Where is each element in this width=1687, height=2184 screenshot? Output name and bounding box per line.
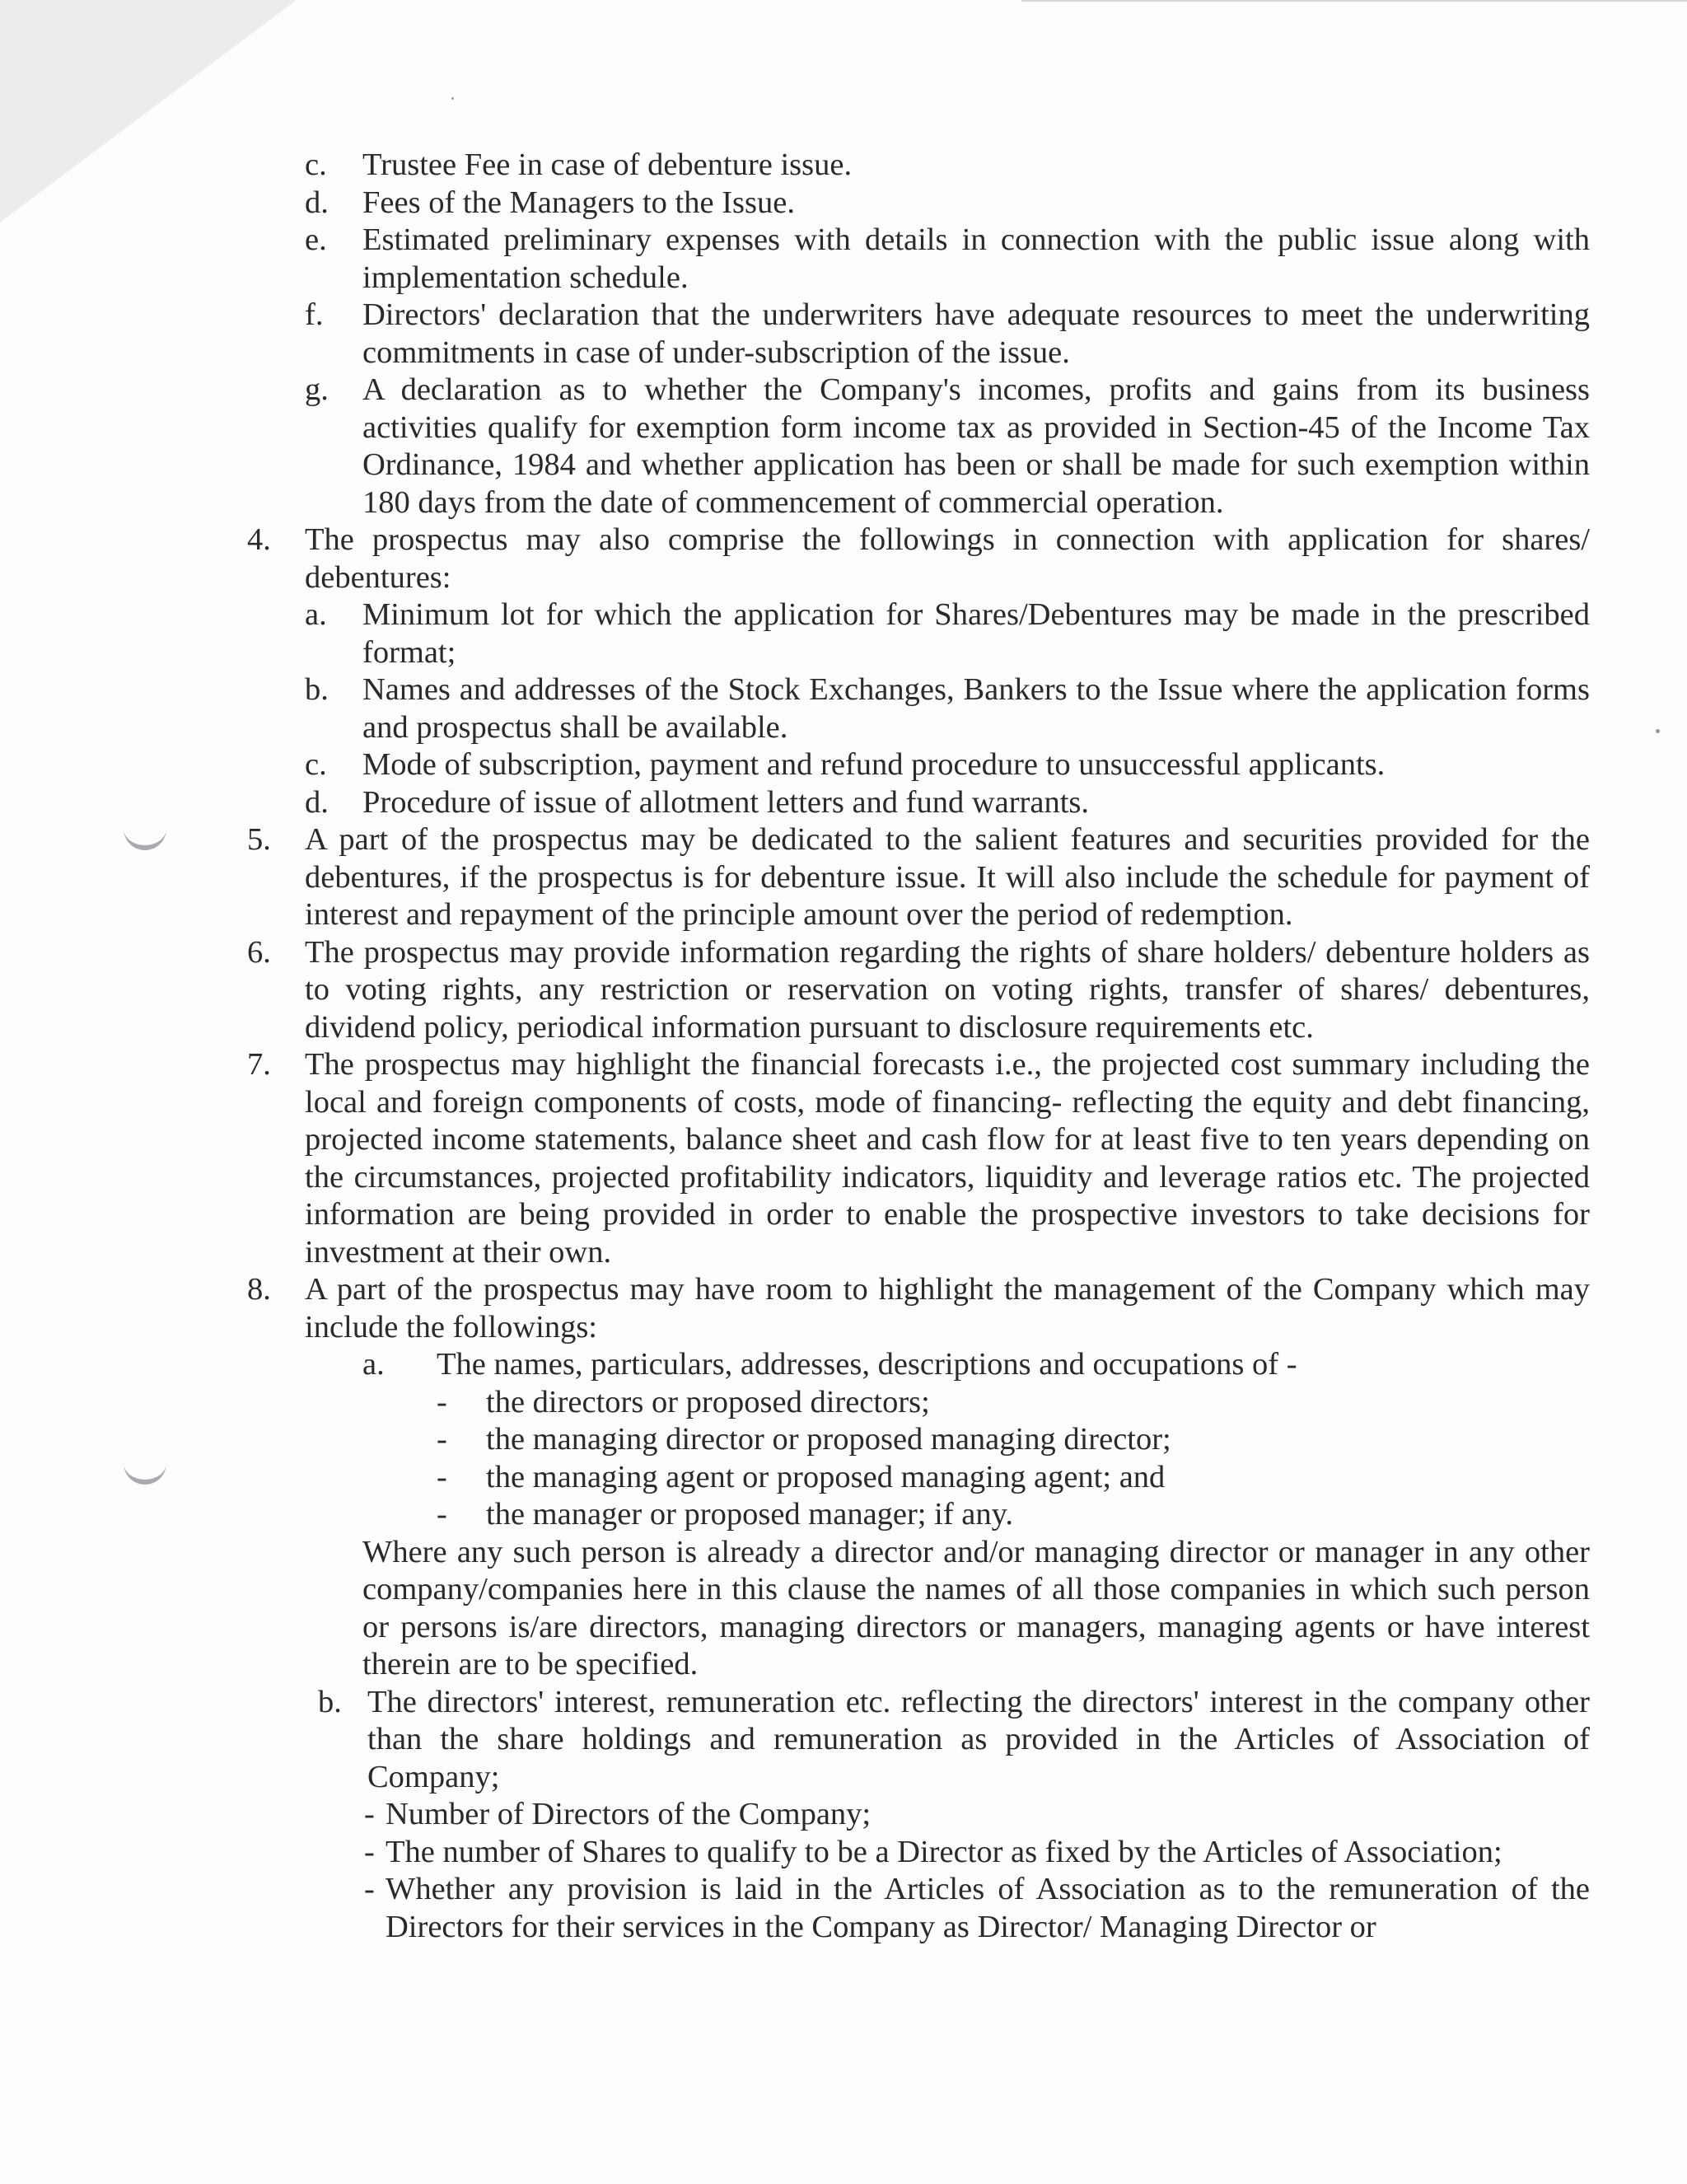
list-item-text: The prospectus may also comprise the followings in connection with application for shares/ debentures: (305, 522, 1590, 595)
list-item (305, 297, 1590, 372)
list-item-text: Names and addresses of the Stock Exchanges, Bankers to the Issue where the application forms and prospectus shall be available. (362, 672, 1590, 745)
list-item (305, 372, 1590, 521)
list-item-text: A declaration as to whether the Company's incomes, profits and gains from its business activities qualify for exemption form income tax as provided in Section-45 of the Income Tax Ordinance, 1984 and whether application has been or shall be made for such exemption within 180 days from the date of commencement of commercial operation. (362, 372, 1590, 520)
list-item-text: the directors or proposed directors; (486, 1384, 930, 1419)
list-marker: d. (305, 784, 329, 820)
dash-marker: - (437, 1497, 447, 1532)
list-item-text: The directors' interest, remuneration etc. reflecting the directors' interest in the company other than the share holdings and remuneration as provided in the Articles of Association of Company; (367, 1684, 1590, 1794)
dash-list-item (305, 1496, 1590, 1534)
list-item-text: Estimated preliminary expenses with details in connection with the public issue along with implementation schedule. (362, 222, 1590, 295)
list-item-3-subitems (305, 147, 1590, 521)
numbered-item-5 (247, 821, 1590, 934)
list-marker: b. (305, 672, 329, 707)
punch-hole-mark (124, 1458, 166, 1485)
list-item-text: The prospectus may highlight the financial forecasts i.e., the projected cost summary including the local and foreign components of costs, mode of financing- reflecting the equity and debt financing, projected income statements, balance sheet and cash flow for at least five to ten years depending on the circumstances, projected profitability indicators, liquidity and leverage ratios etc. The projected information are being provided in order to enable the prospective investors to take decisions for investment at their own. (305, 1047, 1590, 1270)
dash-marker: - (364, 1834, 375, 1869)
dash-list-item (305, 1834, 1590, 1872)
list-marker: c. (305, 747, 327, 782)
paragraph: Where any such person is already a director and/or managing director or manager in any other company/companies here in this clause the names of all those companies in which such person or persons is/are directors, managing directors or managers, managing agents or have interest therein are to be specified. (362, 1534, 1590, 1681)
list-marker: d. (305, 185, 329, 220)
list-marker: 6. (247, 934, 271, 970)
dash-list-item (305, 1459, 1590, 1497)
numbered-item-7 (247, 1046, 1590, 1271)
list-item (305, 596, 1590, 671)
list-item-text: the managing agent or proposed managing agent; and (486, 1459, 1166, 1494)
list-item-text: the manager or proposed manager; if any. (486, 1497, 1013, 1532)
list-item-text: The prospectus may provide information regarding the rights of share holders/ debenture holders as to voting rights, any restriction or reservation on voting rights, transfer of shares/ debentures, dividend policy, periodical information pursuant to disclosure requirements etc. (305, 934, 1590, 1045)
list-item-text: Minimum lot for which the application for Shares/Debentures may be made in the prescribed format; (362, 597, 1590, 670)
document-body (247, 147, 1590, 1946)
list-item (305, 222, 1590, 297)
list-marker: 7. (247, 1047, 271, 1082)
punch-hole-mark (124, 824, 166, 850)
list-item-text: The names, particulars, addresses, descriptions and occupations of - (437, 1347, 1297, 1382)
list-item-text: A part of the prospectus may have room to highlight the management of the Company which may include the followings: (305, 1272, 1590, 1345)
list-item (305, 671, 1590, 746)
numbered-item-6 (247, 934, 1590, 1047)
list-item (305, 147, 1590, 185)
list-item (305, 784, 1590, 822)
list-marker: g. (305, 372, 329, 407)
page-fold-corner (0, 0, 297, 222)
dash-marker: - (437, 1384, 447, 1419)
list-item (305, 1684, 1590, 1797)
list-item (305, 185, 1590, 222)
list-marker: b. (318, 1684, 342, 1719)
list-item-text: Trustee Fee in case of debenture issue. (362, 147, 853, 182)
list-marker: a. (362, 1347, 385, 1382)
dash-marker: - (437, 1459, 447, 1494)
scan-speck (1656, 729, 1660, 733)
list-item-text: Whether any provision is laid in the Articles of Association as to the remuneration of the Directors for their services in the Company as Director/ Managing Director or (386, 1872, 1590, 1944)
dash-list-item (305, 1871, 1590, 1946)
list-item-text: A part of the prospectus may be dedicated to the salient features and securities provided for the debentures, if the prospectus is for debenture issue. It will also include the schedule for payment of interest and repayment of the principle amount over the period of redemption. (305, 822, 1590, 932)
numbered-item-8 (247, 1271, 1590, 1346)
dash-marker: - (437, 1422, 447, 1457)
list-item-text: Directors' declaration that the underwriters have adequate resources to meet the underwriting commitments in case of under-subscription of the issue. (362, 297, 1590, 370)
list-marker: 8. (247, 1272, 271, 1307)
list-marker: e. (305, 222, 327, 257)
scan-speck (451, 97, 454, 100)
list-item-text: Fees of the Managers to the Issue. (362, 185, 795, 220)
dash-list-item (305, 1796, 1590, 1834)
list-marker: a. (305, 597, 327, 632)
list-marker: f. (305, 297, 324, 332)
page-top-edge (1021, 0, 1687, 2)
list-marker: 4. (247, 522, 271, 557)
list-item-text: Mode of subscription, payment and refund procedure to unsuccessful applicants. (362, 747, 1386, 782)
dash-list-item (305, 1421, 1590, 1459)
list-item-text: Procedure of issue of allotment letters and fund warrants. (362, 784, 1090, 820)
dash-marker: - (364, 1797, 375, 1831)
list-item (305, 746, 1590, 784)
list-item-text: Number of Directors of the Company; (386, 1797, 872, 1831)
list-item (305, 1346, 1590, 1384)
list-marker: 5. (247, 822, 271, 857)
list-item-text: The number of Shares to qualify to be a Director as fixed by the Articles of Association; (386, 1834, 1502, 1869)
dash-marker: - (364, 1872, 375, 1906)
dash-list-item (305, 1384, 1590, 1422)
list-marker: c. (305, 147, 327, 182)
numbered-item-4 (247, 521, 1590, 596)
list-item-text: the managing director or proposed managing director; (486, 1422, 1171, 1457)
